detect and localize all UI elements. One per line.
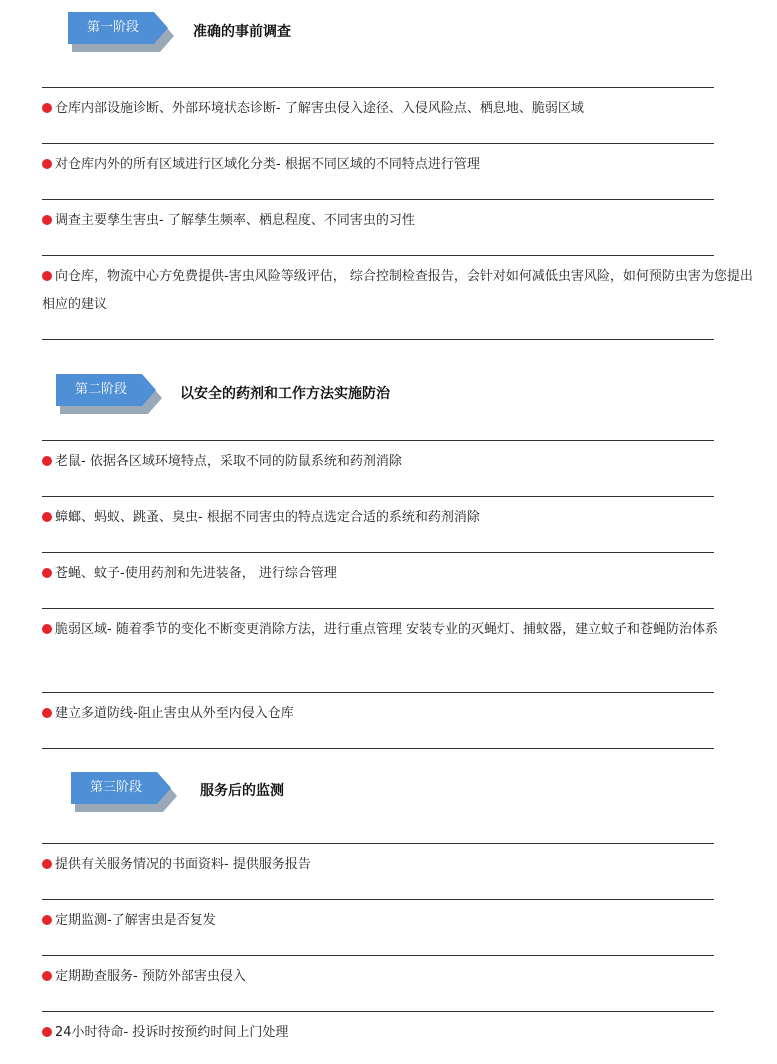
red-bullet-icon	[42, 708, 52, 718]
stage-title: 准确的事前调查	[193, 24, 291, 40]
red-bullet-icon	[42, 215, 52, 225]
divider	[42, 143, 714, 144]
list-item: 仓库内部设施诊断、外部环境状态诊断- 了解害虫侵入途径、入侵风险点、栖息地、脆弱区域	[42, 95, 760, 123]
divider	[42, 843, 714, 844]
list-item: 向仓库，物流中心方免费提供-害虫风险等级评估， 综合控制检查报告，会针对如何减低虫害风险，如何预防虫害为您提出相应的建议	[42, 269, 753, 312]
stage-badge-icon	[56, 374, 176, 418]
list-item: 24小时待命- 投诉时按预约时间上门处理	[42, 1019, 760, 1047]
stage-badge-label: 第二阶段	[74, 382, 127, 397]
stage-badge-label: 第三阶段	[89, 780, 142, 795]
divider	[42, 692, 714, 693]
red-bullet-icon	[42, 624, 52, 634]
divider	[42, 440, 714, 441]
red-bullet-icon	[42, 159, 52, 169]
divider	[42, 199, 714, 200]
list-item: 对仓库内外的所有区域进行区域化分类- 根据不同区域的不同特点进行管理	[42, 151, 760, 179]
red-bullet-icon	[42, 568, 52, 578]
list-item: 调查主要孳生害虫- 了解孳生频率、栖息程度、不同害虫的习性	[42, 207, 760, 235]
red-bullet-icon	[42, 271, 52, 281]
list-item: 定期监测-了解害虫是否复发	[42, 907, 760, 935]
divider	[42, 608, 714, 609]
divider	[42, 496, 714, 497]
divider	[42, 899, 714, 900]
red-bullet-icon	[42, 456, 52, 466]
divider	[42, 748, 714, 749]
stage-title: 服务后的监测	[200, 783, 284, 799]
list-item: 苍蝇、蚊子-使用药剂和先进装备， 进行综合管理	[42, 560, 760, 588]
divider	[42, 87, 714, 88]
stage-badge-icon	[71, 772, 191, 816]
stage-badge-icon	[68, 12, 188, 56]
list-item: 老鼠- 依据各区域环境特点，采取不同的防鼠系统和药剂消除	[42, 448, 760, 476]
red-bullet-icon	[42, 915, 52, 925]
red-bullet-icon	[42, 971, 52, 981]
list-item: 蟑螂、蚂蚁、跳蚤、臭虫- 根据不同害虫的特点选定合适的系统和药剂消除	[42, 504, 760, 532]
divider	[42, 339, 714, 340]
divider	[42, 955, 714, 956]
list-item: 脆弱区域- 随着季节的变化不断变更消除方法，进行重点管理 安装专业的灭蝇灯、捕蚊器，建立蚊子和苍蝇防治体系	[42, 616, 760, 644]
divider	[42, 1011, 714, 1012]
red-bullet-icon	[42, 103, 52, 113]
list-item: 建立多道防线-阻止害虫从外至内侵入仓库	[42, 700, 760, 728]
list-item: 提供有关服务情况的书面资料- 提供服务报告	[42, 851, 760, 879]
red-bullet-icon	[42, 512, 52, 522]
stage-title: 以安全的药剂和工作方法实施防治	[180, 386, 390, 402]
divider	[42, 255, 714, 256]
stage-badge-label: 第一阶段	[86, 20, 139, 35]
list-item: 定期勘查服务- 预防外部害虫侵入	[42, 963, 760, 991]
divider	[42, 552, 714, 553]
red-bullet-icon	[42, 1027, 52, 1037]
red-bullet-icon	[42, 859, 52, 869]
